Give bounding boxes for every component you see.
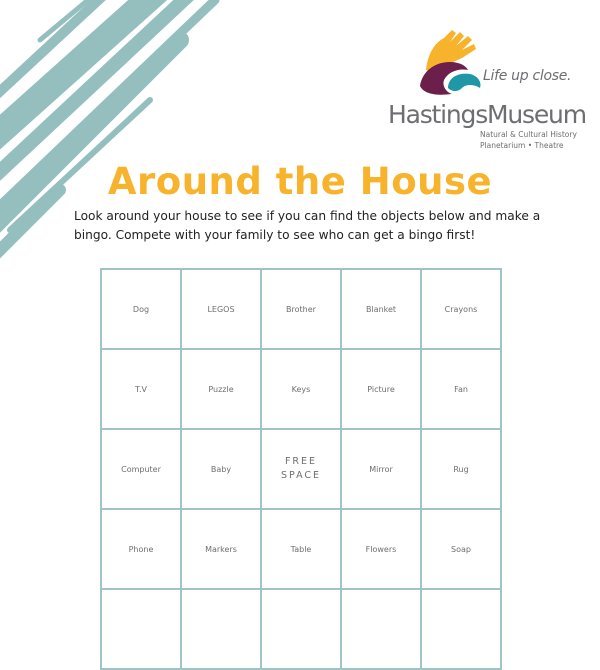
bingo-cell: Mirror (342, 430, 422, 510)
bingo-cell: Rug (422, 430, 502, 510)
bingo-cell: Baby (182, 430, 262, 510)
bingo-cell: T.V (102, 350, 182, 430)
logo-subtitle-2: Planetarium • Theatre (480, 141, 564, 150)
bingo-cell: Dog (102, 270, 182, 350)
museum-name: HastingsMuseum (388, 100, 586, 129)
bingo-cell (182, 590, 262, 670)
bingo-cell: Brother (262, 270, 342, 350)
museum-logo (388, 28, 588, 158)
bingo-cell: Puzzle (182, 350, 262, 430)
bingo-cell: Flowers (342, 510, 422, 590)
bingo-cell: Phone (102, 510, 182, 590)
logo-tagline: Life up close. (483, 68, 572, 84)
bingo-cell: Computer (102, 430, 182, 510)
bingo-cell: Markers (182, 510, 262, 590)
bingo-cell: Table (262, 510, 342, 590)
bingo-cell: Soap (422, 510, 502, 590)
hand-logo-icon (418, 28, 488, 100)
bingo-cell (102, 590, 182, 670)
bingo-cell (342, 590, 422, 670)
bingo-cell: Fan (422, 350, 502, 430)
bingo-cell-free-space: FREE SPACE (262, 430, 342, 510)
page-title: Around the House (107, 160, 493, 203)
bingo-cell: Keys (262, 350, 342, 430)
bingo-cell (262, 590, 342, 670)
bingo-cell: LEGOS (182, 270, 262, 350)
intro-text: Look around your house to see if you can find the objects below and make a bingo. Compete with your family to see who can get a bingo first! (74, 209, 541, 242)
bingo-cell (422, 590, 502, 670)
bingo-grid (100, 268, 502, 670)
logo-subtitle-1: Natural & Cultural History (480, 130, 577, 139)
bingo-cell: Picture (342, 350, 422, 430)
bingo-cell: Crayons (422, 270, 502, 350)
bingo-cell: Blanket (342, 270, 422, 350)
